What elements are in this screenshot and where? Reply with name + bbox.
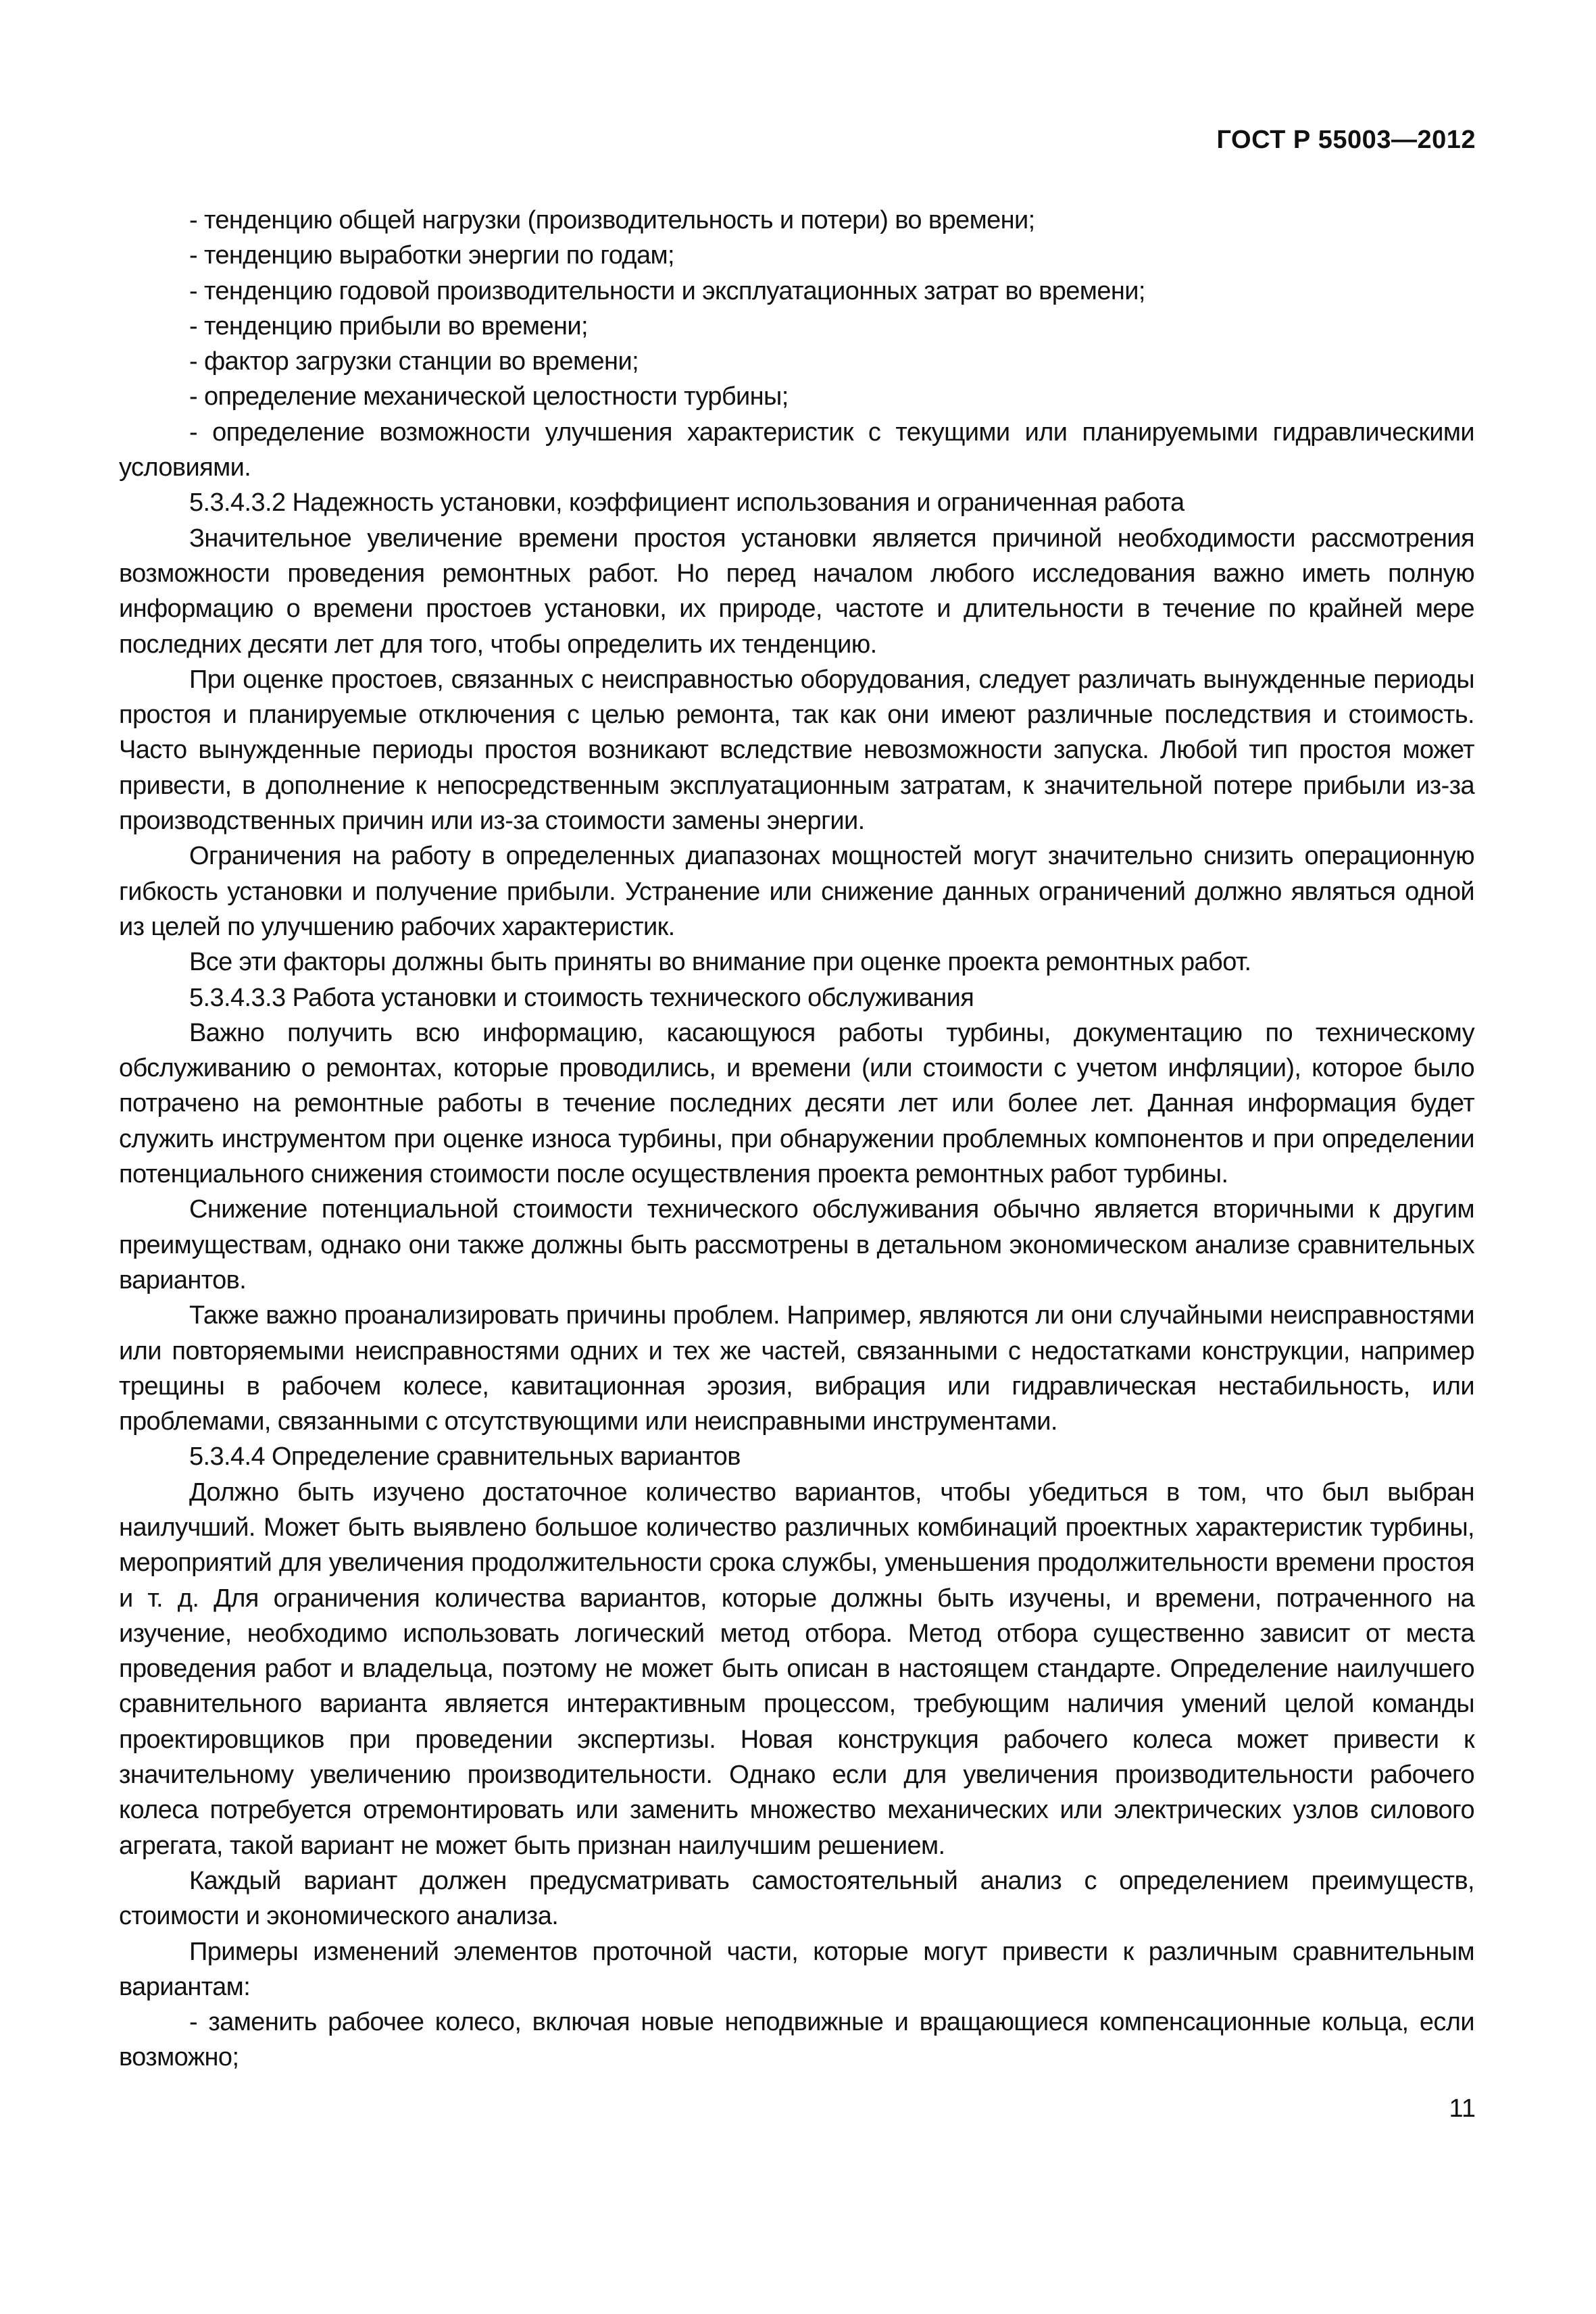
paragraph-bullet-mechanical-integrity: - определение механической целостности турбины;	[189, 382, 789, 411]
page-number: 11	[1449, 2094, 1476, 2123]
paragraph-bullet-station-load-factor: - фактор загрузки станции во времени;	[189, 347, 639, 376]
paragraph-bullet-performance-improvement: - определение возможности улучшения характеристик с текущими или планируемыми гидравлическими условиями.	[119, 418, 1474, 482]
section-heading-5-3-4-3-3: 5.3.4.3.3 Работа установки и стоимость технического обслуживания	[189, 983, 974, 1012]
paragraph-downtime-increase: Значительное увеличение времени простоя установки является причиной необходимости рассмотрения возможности проведения ремонтных работ. Но перед началом любого исследования важно иметь полную информацию о времени простоев установки, их природе, частоте и длительности в течение по крайней мере последних десяти лет для того, чтобы определить их тенденцию.	[119, 524, 1474, 659]
document-body	[119, 203, 1474, 2076]
paragraph-all-factors: Все эти факторы должны быть приняты во внимание при оценке проекта ремонтных работ.	[189, 948, 1251, 977]
paragraph-downtime-assessment: При оценке простоев, связанных с неисправностью оборудования, следует различать вынужденные периоды простоя и планируемые отключения с целью ремонта, так как они имеют различные последствия и стоимость. Часто вынужденные периоды простоя возникают вследствие невозможности запуска. Любой тип простоя может привести, в дополнение к непосредственным эксплуатационным затратам, к значительной потере прибыли из-за производственных причин или из-за стоимости замены энергии.	[119, 665, 1474, 836]
document-standard-id: ГОСТ Р 55003—2012	[1216, 126, 1476, 154]
paragraph-bullet-replace-runner: - заменить рабочее колесо, включая новые неподвижные и вращающиеся компенсационные кольца, если возможно;	[119, 2008, 1474, 2072]
paragraph-operating-restrictions: Ограничения на работу в определенных диапазонах мощностей могут значительно снизить операционную гибкость установки и получение прибыли. Устранение или снижение данных ограничений должно являться одной из целей по улучшению рабочих характеристик.	[119, 842, 1474, 941]
paragraph-bullet-energy-output-trend: - тенденцию выработки энергии по годам;	[189, 241, 674, 270]
paragraph-each-alternative: Каждый вариант должен предусматривать самостоятельный анализ с определением преимуществ, стоимости и экономического анализа.	[119, 1866, 1474, 1931]
paragraph-bullet-profit-trend: - тенденцию прибыли во времени;	[189, 311, 588, 341]
paragraph-maintenance-information: Важно получить всю информацию, касающуюся работы турбины, документацию по техническому обслуживанию о ремонтах, которые проводились, и времени (или стоимости с учетом инфляции), которое было потрачено на ремонтные работы в течение последних десяти лет или более лет. Данная информация будет служить инструментом при оценке износа турбины, при обнаружении проблемных компонентов и при определении потенциального снижения стоимости после осуществления проекта ремонтных работ турбины.	[119, 1018, 1474, 1189]
section-heading-5-3-4-4: 5.3.4.4 Определение сравнительных вариантов	[189, 1442, 741, 1472]
paragraph-maintenance-cost-reduction: Снижение потенциальной стоимости технического обслуживания обычно является вторичными к другим преимуществам, однако они также должны быть рассмотрены в детальном экономическом анализе сравнительных вариантов.	[119, 1195, 1474, 1294]
paragraph-bullet-total-load-trend: - тенденцию общей нагрузки (производительность и потери) во времени;	[189, 206, 1035, 234]
section-heading-5-3-4-3-2: 5.3.4.3.2 Надежность установки, коэффициент использования и ограниченная работа	[189, 488, 1184, 518]
paragraph-alternatives-study: Должно быть изучено достаточное количество вариантов, чтобы убедиться в том, что был выбран наилучший. Может быть выявлено большое количество различных комбинаций проектных характеристик турбины, мероприятий для увеличения продолжительности срока службы, уменьшения продолжительности времени простоя и т. д. Для ограничения количества вариантов, которые должны быть изучены, и времени, потраченного на изучение, необходимо использовать логический метод отбора. Метод отбора существенно зависит от места проведения работ и владельца, поэтому не может быть описан в настоящем стандарте. Определение наилучшего сравнительного варианта является интерактивным процессом, требующим наличия умений целой команды проектировщиков при проведении экспертизы. Новая конструкция рабочего колеса может привести к значительному увеличению производительности. Однако если для увеличения производительности рабочего колеса потребуется отремонтировать или заменить множество механических или электрических узлов силового агрегата, такой вариант не может быть признан наилучшим решением.	[119, 1478, 1474, 1860]
paragraph-problem-causes: Также важно проанализировать причины проблем. Например, являются ли они случайными неисправностями или повторяемыми неисправностями одних и тех же частей, связанными с недостатками конструкции, например трещины в рабочем колесе, кавитационная эрозия, вибрация или гидравлическая нестабильность, или проблемами, связанными с отсутствующими или неисправными инструментами.	[119, 1301, 1474, 1436]
paragraph-flow-path-examples: Примеры изменений элементов проточной части, которые могут привести к различным сравнительным вариантам:	[119, 1937, 1474, 2001]
paragraph-bullet-annual-productivity-trend: - тенденцию годовой производительности и эксплуатационных затрат во времени;	[189, 276, 1145, 305]
